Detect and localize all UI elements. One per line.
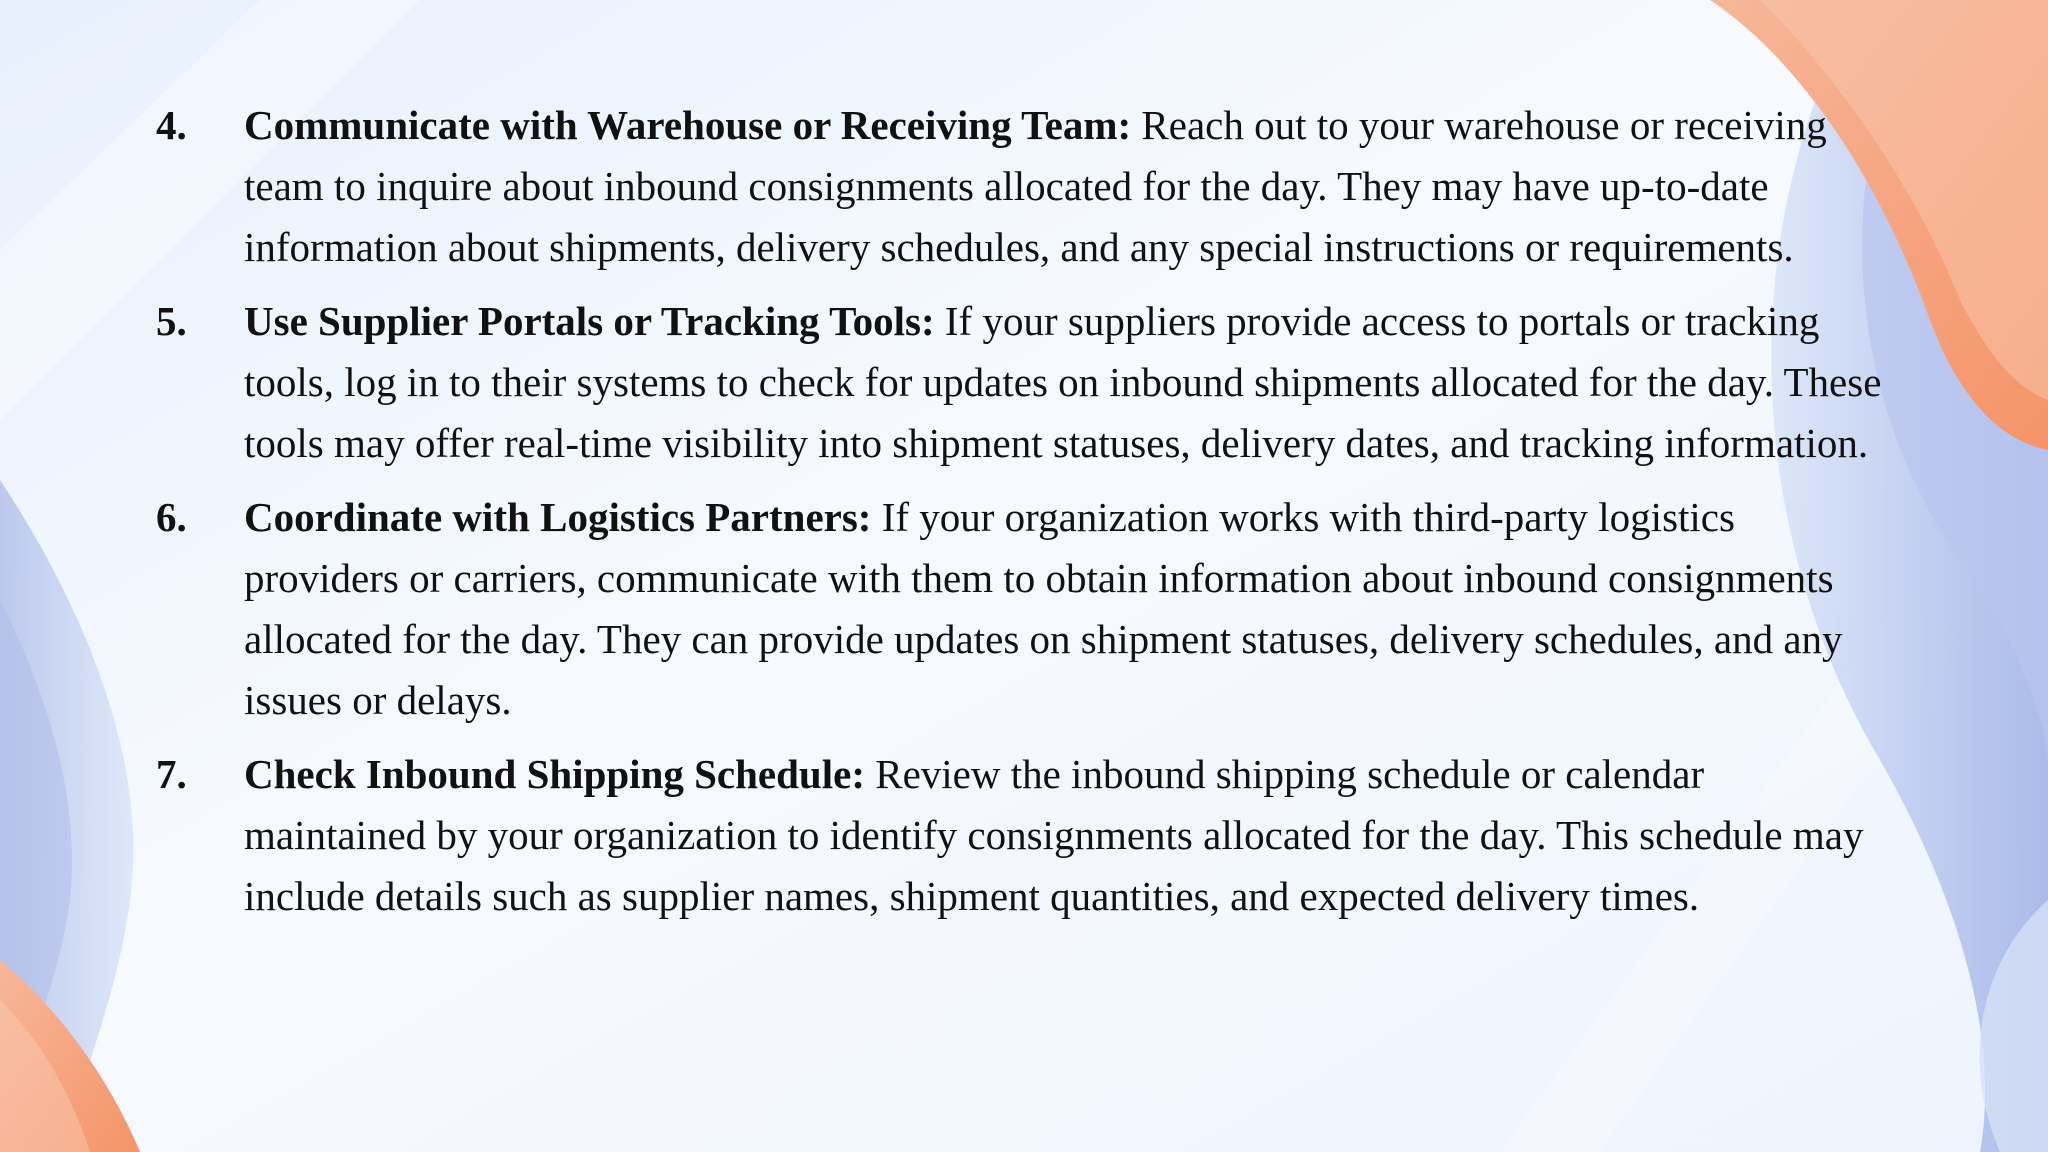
list-item: [156, 487, 1896, 731]
item-text: [244, 744, 1896, 927]
item-title: Coordinate with Logistics Partners:: [244, 494, 872, 540]
list-item: [156, 291, 1896, 474]
item-text: [244, 95, 1896, 278]
item-title: Communicate with Warehouse or Receiving Team:: [244, 102, 1132, 148]
item-title: Use Supplier Portals or Tracking Tools:: [244, 298, 935, 344]
item-body: If your suppliers provide access to portals or tracking tools, log in to their systems to check for updates on inbound shipments allocated for the day. These tools may offer real-time visibility into shipment statuses, delivery dates, and tracking information.: [244, 298, 1882, 466]
list-item: [156, 95, 1896, 278]
item-body: If your organization works with third-party logistics providers or carriers, communicate with them to obtain information about inbound consignments allocated for the day. They can provide updates on shipment statuses, delivery schedules, and any issues or delays.: [244, 494, 1843, 723]
item-body: Review the inbound shipping schedule or calendar maintained by your organization to identify consignments allocated for the day. This schedule may include details such as supplier names, shipment quantities, and expected delivery times.: [244, 751, 1864, 919]
item-number: 7.: [156, 751, 187, 797]
item-title: Check Inbound Shipping Schedule:: [244, 751, 865, 797]
item-number: 6.: [156, 494, 187, 540]
item-body: Reach out to your warehouse or receiving team to inquire about inbound consignments allocated for the day. They may have up-to-date information about shipments, delivery schedules, and any special instructions or requirements.: [244, 102, 1827, 270]
numbered-list: [156, 95, 1896, 940]
item-number: 4.: [156, 102, 187, 148]
list-item: [156, 744, 1896, 927]
item-number: 5.: [156, 298, 187, 344]
item-text: [244, 487, 1896, 731]
item-text: [244, 291, 1896, 474]
